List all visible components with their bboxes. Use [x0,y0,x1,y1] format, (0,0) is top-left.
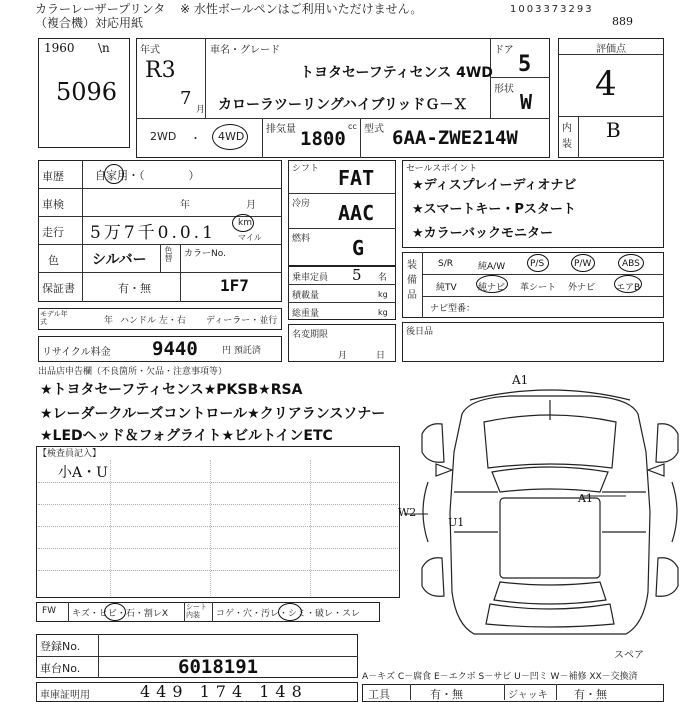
mileage-value: 5万7千0.0.1 [90,223,216,243]
car-windshield [492,467,608,492]
sales-item-3: ★カラーバックモニター [412,226,554,241]
year-era: R3 [145,58,176,83]
model-code-label: 型式 [364,124,384,135]
eq-pw-circle [571,254,595,272]
eq-navi: 純ナビ [478,283,506,293]
diagram-a1-top: A1 [512,373,529,387]
cert-values: 449 174 148 [140,682,308,701]
eq-navi-circle [476,275,508,293]
mileage-km: km [238,218,252,228]
mileage-label: 走行 [42,226,64,239]
fuel-value: G [352,236,365,260]
eq-abs-circle [618,254,644,272]
eq-ext-navi: 外ナビ [568,283,596,293]
seat-items: コゲ・穴・汚レ・シミ・破レ・スレ [216,609,361,619]
km-circle [232,214,254,232]
jack-label: ジャッキ [508,690,548,701]
eq-pw: P/W [574,259,592,269]
warranty-value: 有・無 [118,282,151,295]
navi-model-label: ナビ型番： [430,304,476,314]
registration-label: 登録No. [40,640,81,653]
fw-items: キズ・ヒビ・石・割レX [72,609,168,619]
seat-circle [278,603,302,621]
left-front-wheel [422,424,444,463]
color-label: 色 [48,254,59,267]
shape-value: W [520,90,533,114]
weight-label: 総重量 [292,309,320,319]
eq-leather: 革シート [520,283,557,293]
sales-item-1: ★ディスプレイーディオナビ [412,178,577,193]
displacement-label: 排気量 [266,124,296,135]
header-line1: カラーレーザープリンタ [35,2,166,16]
seat-label: シート内装 [186,603,207,619]
eq-ps-circle [527,254,549,272]
car-body-outline [450,396,650,634]
jack-value: 有・無 [574,688,607,701]
serial-top: 1003373293 [510,4,594,15]
right-rear-wheel [656,558,678,597]
damage-legend: A－キズ C－腐食 E－エクボ S－サビ U－凹ミ W－補修 XX－交換済 [362,672,638,682]
history-circle [104,164,124,184]
interior-label-a: 内 [562,123,572,134]
year-month: 7 [180,88,192,109]
year-label: 年式 [140,45,160,56]
dealer-label: ディーラー・並行 [206,316,278,326]
inspector-label: 【検査員記入】 [38,449,102,459]
rear-box [402,322,664,362]
fw-label: FW [42,606,57,616]
color-no-label: カラーNo. [184,249,226,259]
sales-item-2: ★スマートキー・Pスタート [412,202,576,217]
color-value: シルバー [92,252,147,268]
sales-label: セールスポイント [406,164,478,174]
ac-label: 冷房 [292,199,311,209]
inspection-year: 年 [180,200,190,211]
handle-label: ハンドル 左・右 [120,316,186,326]
recycle-value: 9440 [152,338,198,360]
inspection-label: 車検 [42,198,64,211]
diagram-w2: W2 [398,506,417,519]
color-no: 1F7 [220,276,249,295]
drive-circle [212,124,248,150]
lot-code: 1960 [44,41,75,55]
shape-label: 形状 [494,84,514,95]
name-change-month: 月 [338,351,348,361]
score-label: 評価点 [596,44,626,55]
options-year: 年 [104,316,114,326]
tools-value: 有・無 [430,688,463,701]
capacity-label: 乗車定員 [292,273,329,283]
diagram-u1: U1 [448,516,465,529]
fw-circle [104,603,126,621]
left-mirror [436,464,452,476]
front-bumper [470,390,630,400]
remark-3: ★LEDヘッド＆フォグライト★ビルトインETC [40,428,333,444]
model-year-label: モデル年式 [40,310,68,326]
chassis-value: 6018191 [178,656,259,678]
lot-number: 5096 [56,78,118,106]
equipment-label: 装備品 [407,260,417,301]
diagram-a1-side: A1 [578,492,593,505]
car-trunk [486,604,614,627]
interior-value: B [606,118,621,142]
model-label: 車名・グレード [210,45,280,56]
drive-2wd: 2WD [150,130,177,143]
spare-label: スペア [614,650,644,661]
capacity-value: 5 [352,266,362,284]
car-diagram [400,372,700,662]
model-name: トヨタセーフティセンス 4WD [300,65,493,81]
serial-sub: 889 [612,15,633,28]
score-value: 4 [595,64,617,104]
ac-value: AAC [338,201,375,225]
eq-abs: ABS [622,259,640,269]
model-grade: カローラツーリングハイブリッドＧ－Ｘ [218,97,468,113]
load-unit: kg [378,290,388,299]
capacity-unit: 名 [378,273,388,283]
color-change: 色替 [164,246,173,262]
name-change-label: 名変期限 [292,330,329,340]
cert-label: 車庫証明用 [40,690,90,701]
lot-suffix: \n [98,41,110,55]
model-code-value: 6AA-ZWE214W [392,127,518,149]
fuel-label: 燃料 [292,234,311,244]
car-roof [500,498,600,578]
chassis-label: 車台No. [40,662,81,675]
door-value: 5 [518,52,532,77]
remark-2: ★レーダークルーズコントロール★クリアランスソナー [40,406,386,422]
shift-label: シフト [292,164,320,174]
eq-sr: S/R [438,259,453,269]
month-unit: 月 [196,105,206,115]
right-mirror [648,464,664,476]
drive-dot: ・ [190,132,201,145]
history-label: 車歴 [42,170,64,183]
history-options: 自家用・（ ） [95,169,200,182]
eq-tv: 純TV [436,283,457,293]
name-change-day: 日 [376,351,386,361]
inspector-note: 小A・U [58,465,108,481]
car-hood [484,415,616,468]
inspection-month: 月 [246,200,256,211]
spare-tire-right [672,482,677,542]
door-label: ドア [494,45,514,56]
load-label: 積載量 [292,291,320,301]
right-front-wheel [656,424,678,463]
eq-airbag: エアB [616,283,641,293]
rear-label: 後日品 [406,327,434,337]
car-rear-window [494,582,606,604]
weight-unit: kg [378,308,388,317]
remark-1: ★トヨタセーフティセンス★PKSB★RSA [40,382,303,398]
eq-aw: 純A/W [478,262,506,272]
drive-4wd: 4WD [218,130,245,143]
warranty-label: 保証書 [42,282,75,295]
header-notice: ※ 水性ボールペンはご利用いただけません。 [180,2,423,16]
recycle-label: リサイクル料金 [42,347,111,358]
eq-ps: P/S [530,259,545,269]
recycle-unit: 円 預託済 [222,346,261,356]
shift-value: FAT [338,166,375,190]
left-rear-wheel [422,558,444,597]
mileage-mile: マイル [238,233,262,242]
interior-label-b: 装 [562,139,572,150]
eq-airbag-circle [614,275,642,293]
displacement-value: 1800 [300,128,346,150]
displacement-unit: cc [348,122,357,131]
remarks-label: 出品店申告欄（不良箇所・欠品・注意事項等） [38,367,228,377]
spare-tire-left [423,482,428,542]
header-line2: （複合機）対応用紙 [35,16,144,30]
tools-label: 工具 [368,688,390,701]
